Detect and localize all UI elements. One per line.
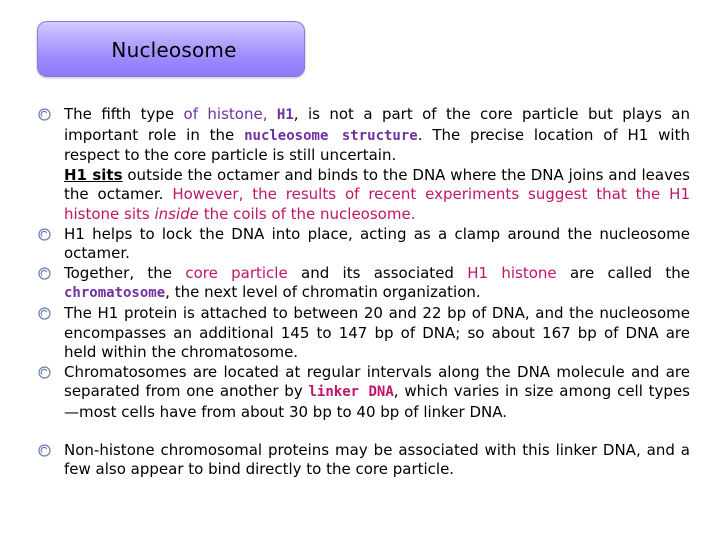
spiral-bullet-icon [38,366,51,379]
spiral-bullet-icon [38,444,51,457]
spiral-bullet-icon [38,228,51,241]
list-item [38,304,690,363]
list-item [38,441,690,480]
bullet-text: Non-histone chromosomal proteins may be associated with this linker DNA, and a few also appear to bind directly to the core particle. [64,440,690,479]
underlined-term: H1 sits [64,165,123,184]
spiral-bullet-icon [38,267,51,280]
list-item [38,264,690,304]
list-item [38,225,690,264]
bullet-text: The H1 protein is attached to between 20 and 22 bp of DNA, and the nucleosome encompasses an additional 145 to 147 bp of DNA; so about 167 bp of DNA are held within the chromatosome. [64,303,690,362]
list-item [38,363,690,423]
bullet-list [38,105,690,480]
spiral-bullet-icon [38,307,51,320]
spiral-bullet-icon [38,108,51,121]
list-item [38,105,690,225]
bullet-text: H1 helps to lock the DNA into place, acting as a clamp around the nucleosome octamer. [64,224,690,263]
bullet-text: The fifth type of histone, H1, is not a part of the core particle but plays an important role in the nucleosome structure. The precise location of H1 with respect to the core particle is still uncertain. H1 sits outside the octamer and binds to the DNA where the DNA joins and leaves the octamer. However, the results of recent experiments suggest that the H1 histone sits inside the coils of the nucleosome. [64,105,690,223]
bullet-text: Together, the core particle and its associated H1 histone are called the chromatosome, the next level of chromatin organization. [64,263,690,302]
bullet-text: Chromatosomes are located at regular intervals along the DNA molecule and are separated from one another by linker DNA, which varies in size among cell types—most cells have from about 30 bp to 40 bp of linker DNA. [64,362,690,421]
slide-title: Nucleosome [111,38,237,62]
slide-title-box [37,21,305,77]
